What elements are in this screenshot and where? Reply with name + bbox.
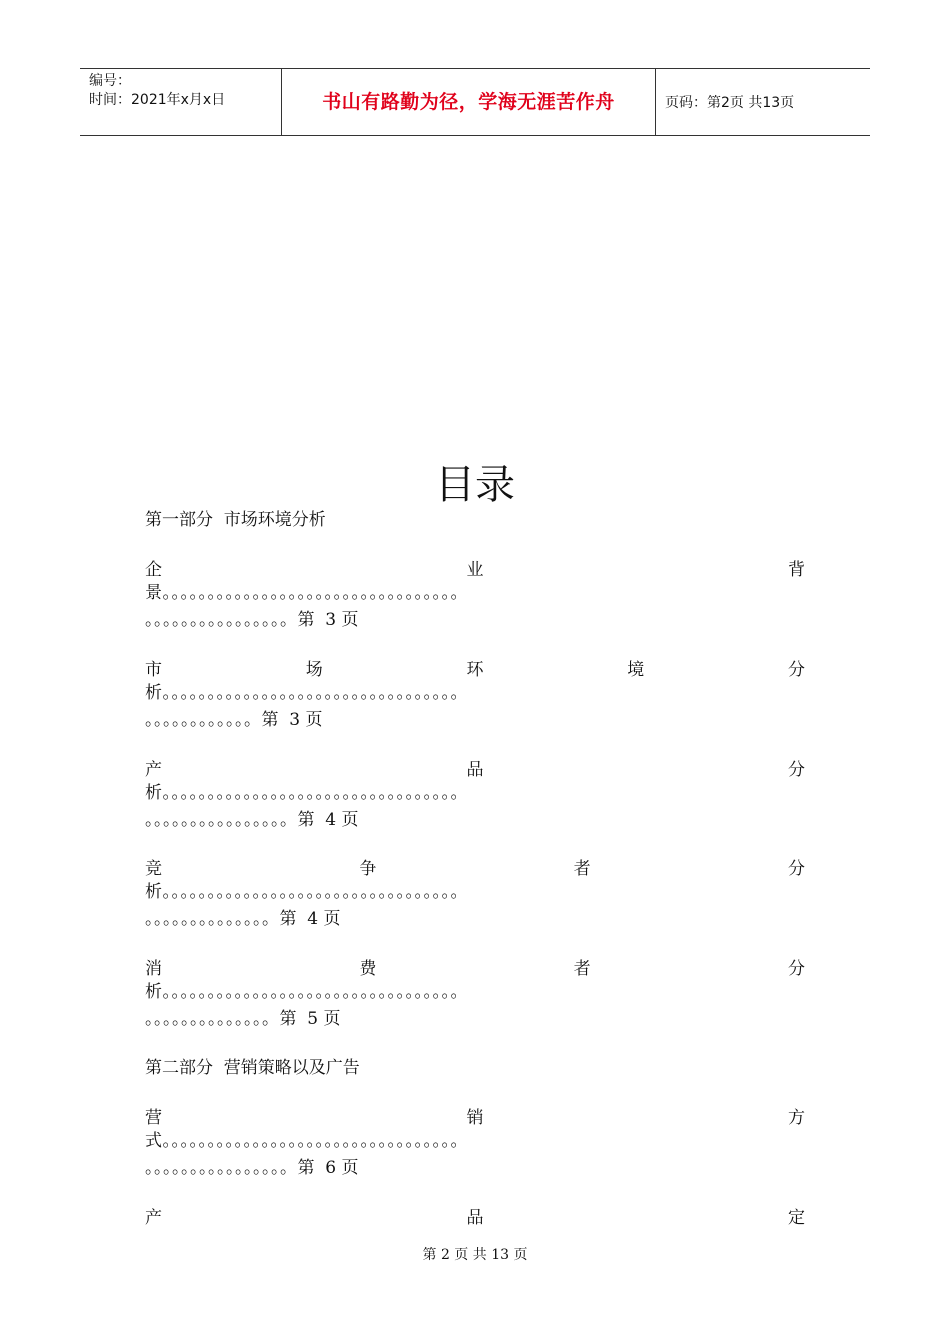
toc-entry-leader: [145, 882, 805, 906]
page-footer: 第 2 页 共 13 页: [422, 1247, 528, 1263]
page-header-table: [80, 68, 870, 136]
toc-char: 境: [627, 660, 645, 680]
toc-char: 产: [145, 1208, 162, 1228]
toc-leader-dots: 。。。。。。。。。。。。。。。。: [145, 1158, 298, 1178]
toc-char: 争: [359, 859, 377, 879]
toc-char: 环: [466, 660, 484, 680]
toc-page-ref: 第 3 页: [297, 610, 359, 630]
toc-char: 业: [466, 560, 484, 580]
toc-char: 消: [145, 959, 162, 979]
header-motto: 书山有路勤为径，学海无涯苦作舟: [282, 69, 656, 135]
header-meta-cell: [80, 69, 282, 135]
toc-char-last: 景: [145, 583, 163, 603]
toc-char: 企: [145, 560, 162, 580]
toc-page-ref: 第 5 页: [279, 1009, 341, 1029]
toc-char: 分: [788, 760, 805, 780]
toc-char: 品: [466, 1208, 484, 1228]
toc-entry-leader: [145, 982, 805, 1006]
toc-leader-dots: 。。。。。。。。。。。。。。。。。。。。。。。。。。。。。。。。。: [162, 982, 468, 1002]
toc-char: 品: [466, 760, 484, 780]
toc-entry: [145, 956, 805, 1032]
toc-char: 分: [787, 859, 805, 879]
toc-entry: [145, 557, 805, 633]
toc-char: 销: [466, 1108, 484, 1128]
toc-entry-leader: [145, 783, 805, 807]
toc-char: 方: [788, 1108, 805, 1128]
number-label: 编号：: [89, 73, 131, 89]
toc-char: 定: [788, 1208, 805, 1228]
toc-entry-page-line: [145, 1155, 805, 1181]
toc-entry-page-line: [145, 1006, 805, 1032]
toc-entry-spread: [145, 1205, 805, 1231]
toc-char: 场: [305, 660, 323, 680]
toc-char-last: 析: [145, 982, 163, 1002]
toc-char: 费: [359, 959, 377, 979]
toc-entry-spread: [145, 856, 805, 882]
toc-char: 产: [145, 760, 162, 780]
toc-entry: [145, 657, 805, 733]
toc-page-ref: 第 3 页: [261, 710, 323, 730]
toc-entry-page-line: [145, 906, 805, 932]
header-page-info: 页码：第2页 共13页: [665, 95, 795, 111]
toc-char: 营: [145, 1108, 162, 1128]
toc-char-last: 析: [145, 882, 163, 902]
time-label: 时间：2021年x月x日: [89, 92, 226, 108]
toc-entry-spread: [145, 956, 805, 982]
toc-entry-page-line: [145, 707, 805, 733]
toc-leader-dots: 。。。。。。。。。。。。。。。。。。。。。。。。。。。。。。。。。: [162, 783, 468, 803]
toc-char: 竞: [145, 859, 162, 879]
toc-part-1: 第一部分 市场环境分析: [145, 510, 326, 530]
toc-char: 背: [788, 560, 805, 580]
toc-page-ref: 第 6 页: [297, 1158, 359, 1178]
toc-entry: [145, 1205, 805, 1231]
toc-char-last: 析: [145, 683, 163, 703]
toc-leader-dots: 。。。。。。。。。。。。。。。。: [145, 610, 298, 630]
toc-char: 者: [573, 959, 591, 979]
toc-title: 目录: [435, 462, 515, 508]
toc-char: 分: [787, 959, 805, 979]
toc-leader-dots: 。。。。。。。。。。。。。。: [145, 1009, 280, 1029]
toc-page-ref: 第 4 页: [297, 810, 359, 830]
toc-entry-leader: [145, 683, 805, 707]
toc-char-last: 析: [145, 783, 163, 803]
toc-leader-dots: 。。。。。。。。。。。。: [145, 710, 262, 730]
toc-leader-dots: 。。。。。。。。。。。。。。。。: [145, 810, 298, 830]
toc-entry-spread: [145, 1105, 805, 1131]
toc-part-2: 第二部分 营销策略以及广告: [145, 1058, 360, 1078]
toc-entry-page-line: [145, 807, 805, 833]
toc-char: 者: [573, 859, 591, 879]
toc-entry-page-line: [145, 607, 805, 633]
toc-char-last: 式: [145, 1131, 163, 1151]
toc-char: 市: [145, 660, 162, 680]
toc-entry: [145, 856, 805, 932]
toc-entry-spread: [145, 557, 805, 583]
toc-entry-spread: [145, 657, 805, 683]
toc-leader-dots: 。。。。。。。。。。。。。。。。。。。。。。。。。。。。。。。。。: [162, 882, 468, 902]
toc-leader-dots: 。。。。。。。。。。。。。。。。。。。。。。。。。。。。。。。。。: [162, 583, 468, 603]
toc-leader-dots: 。。。。。。。。。。。。。。。。。。。。。。。。。。。。。。。。。: [162, 1131, 468, 1151]
toc-entry-spread: [145, 757, 805, 783]
toc-char: 分: [788, 660, 805, 680]
toc-entry: [145, 1105, 805, 1181]
toc-page-ref: 第 4 页: [279, 909, 341, 929]
toc-entry-leader: [145, 1131, 805, 1155]
toc-entry: [145, 757, 805, 833]
toc-leader-dots: 。。。。。。。。。。。。。。: [145, 909, 280, 929]
toc-leader-dots: 。。。。。。。。。。。。。。。。。。。。。。。。。。。。。。。。。: [162, 683, 468, 703]
toc-entry-leader: [145, 583, 805, 607]
